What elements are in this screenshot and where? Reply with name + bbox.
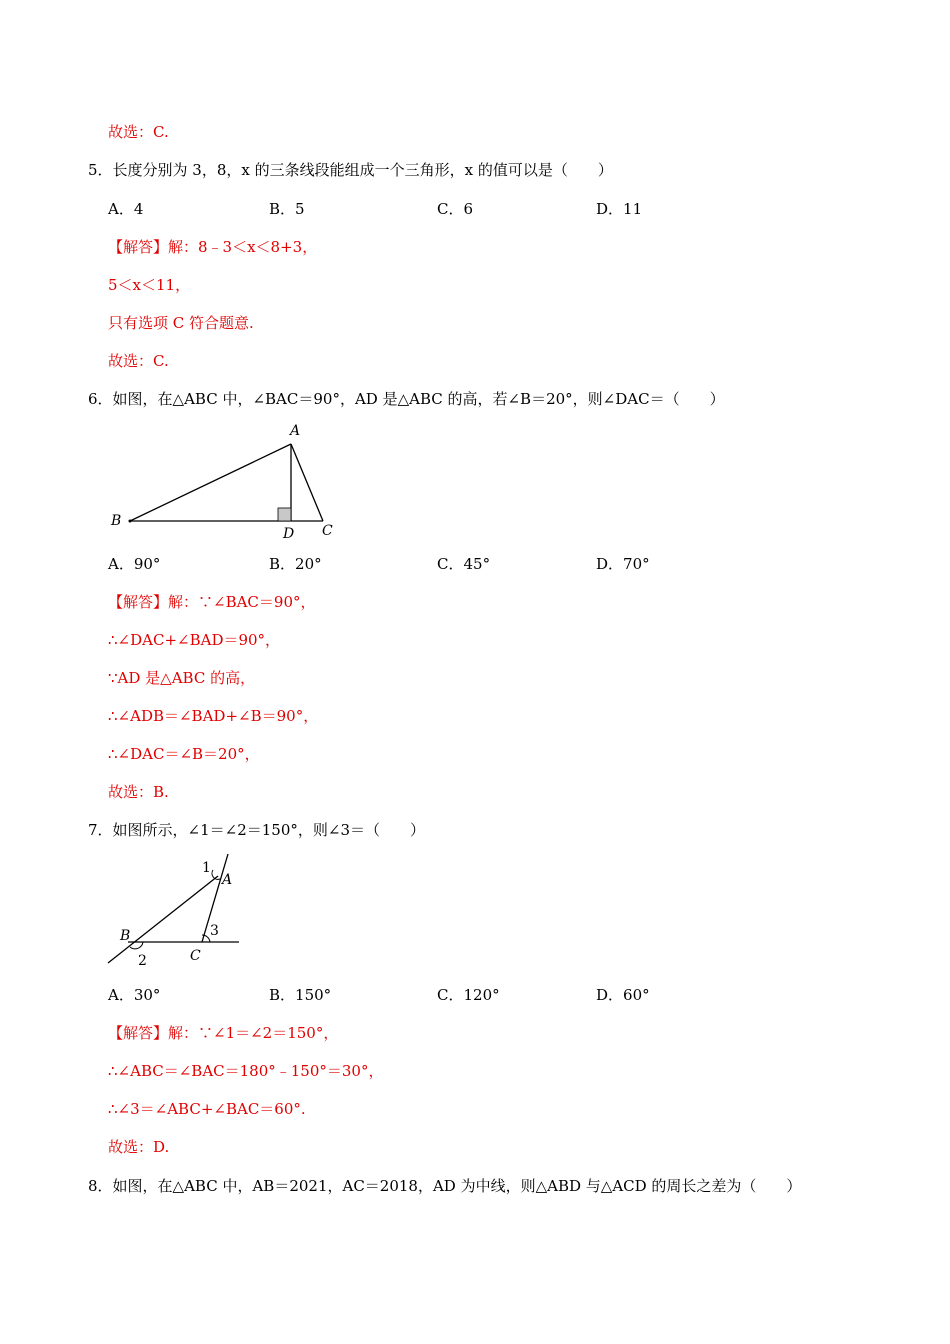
q7-stem: 7．如图所示，∠1＝∠2＝150°，则∠3＝（ ） — [88, 821, 426, 839]
q6-point-b — [129, 520, 132, 523]
q6-side-ac — [291, 444, 323, 521]
q6-label-c: C — [322, 523, 333, 539]
q5-solution-line: 5＜x＜11， — [108, 276, 191, 294]
q6-option-d: D．70° — [596, 555, 650, 573]
q6-option-b: B．20° — [269, 555, 322, 573]
q7-option-d: D．60° — [596, 986, 650, 1004]
q6-label-d: D — [283, 526, 295, 542]
q7-label-b: B — [120, 928, 131, 944]
q5-option-d: D．11 — [596, 200, 643, 218]
q5-solution-line: 【解答】解：8﹣3＜x＜8+3， — [108, 238, 318, 256]
q6-solution-line: ∴∠ADB＝∠BAD+∠B＝90°， — [108, 707, 319, 725]
q7-line-ba — [108, 876, 218, 963]
q5-solution-line: 只有选项 C 符合题意. — [108, 314, 254, 332]
q7-solution-line: ∴∠ABC＝∠BAC＝180°﹣150°＝30°， — [108, 1062, 384, 1080]
q7-option-b: B．150° — [269, 986, 332, 1004]
q6-option-c: C．45° — [437, 555, 491, 573]
q6-triangle-figure — [100, 418, 350, 546]
q7-label-a: A — [222, 872, 233, 888]
q7-option-a: A．30° — [108, 986, 161, 1004]
q6-right-angle-mark — [278, 508, 291, 521]
q5-stem: 5．长度分别为 3，8，x 的三条线段能组成一个三角形，x 的值可以是（ ） — [88, 161, 613, 179]
q7-label-1: 1 — [202, 860, 211, 876]
q7-angle-figure — [100, 846, 250, 970]
q7-angle-2-arc — [130, 942, 143, 949]
q7-solution-line: 【解答】解：∵∠1＝∠2＝150°， — [108, 1024, 339, 1042]
q5-option-b: B．5 — [269, 200, 305, 218]
q6-solution-line: ∵AD 是△ABC 的高， — [108, 669, 256, 687]
q6-stem: 6．如图，在△ABC 中，∠BAC＝90°，AD 是△ABC 的高，若∠B＝20°，则∠DAC＝（ ） — [88, 390, 725, 408]
q6-label-b: B — [111, 513, 122, 529]
q5-solution-line: 故选：C. — [108, 352, 169, 370]
q6-label-a: A — [290, 423, 301, 439]
prev-answer: 故选：C. — [108, 123, 169, 141]
q7-option-c: C．120° — [437, 986, 500, 1004]
q7-label-2: 2 — [138, 953, 147, 969]
q6-solution-line: 故选：B. — [108, 783, 169, 801]
q7-solution-line: ∴∠3＝∠ABC+∠BAC＝60°. — [108, 1100, 306, 1118]
q6-solution-line: ∴∠DAC＝∠B＝20°， — [108, 745, 260, 763]
q6-side-ab — [130, 444, 291, 521]
q6-option-a: A．90° — [108, 555, 161, 573]
q7-label-3: 3 — [210, 923, 219, 939]
q5-option-a: A．4 — [108, 200, 144, 218]
q8-stem: 8．如图，在△ABC 中，AB＝2021，AC＝2018，AD 为中线，则△ABD 与△ACD 的周长之差为（ ） — [88, 1177, 802, 1195]
q5-option-c: C．6 — [437, 200, 474, 218]
q7-solution-line: 故选：D. — [108, 1138, 170, 1156]
q6-solution-line: ∴∠DAC+∠BAD＝90°， — [108, 631, 281, 649]
q6-solution-line: 【解答】解：∵∠BAC＝90°， — [108, 593, 316, 611]
q7-label-c: C — [190, 948, 201, 964]
